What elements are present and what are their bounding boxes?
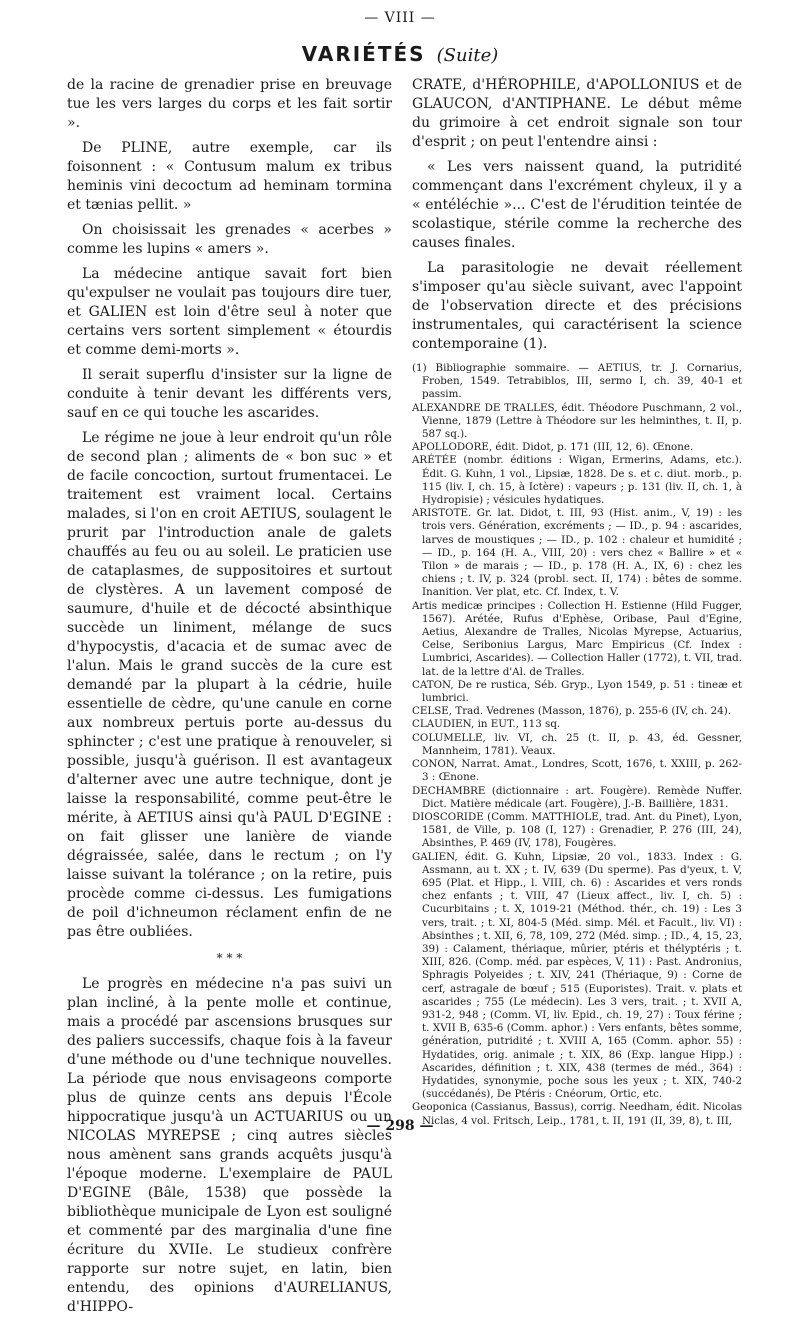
paragraph: La médecine antique savait fort bien qu'expulser ne voulait pas toujours dire tuer, et GALIEN est loin d'être seul à noter que certains vers sortent simplement « étourdis et comme demi-morts ». xyxy=(67,266,392,358)
bibliography-entry: ALEXANDRE DE TRALLES, édit. Théodore Puschmann, 2 vol., Vienne, 1879 (Lettre à Théodore sur les helminthes, t. II, p. 587 sq.). xyxy=(412,401,742,441)
section-separator: * * * xyxy=(216,951,243,965)
right-body xyxy=(412,76,742,354)
section-title xyxy=(0,42,800,66)
paragraph: CRATE, d'HÉROPHILE, d'APOLLONIUS et de GLAUCON, d'ANTIPHANE. Le début même du grimoire à cet endroit signale son tour d'esprit ; on peut l'entendre ainsi : xyxy=(412,77,742,150)
bibliography-entry: Geoponica (Cassianus, Bassus), corrig. Needham, édit. Nicolas Niclas, 4 vol. Fritsch, Leip., 1781, t. II, 191 (II, 39, 8), t. III, xyxy=(412,1101,742,1127)
bibliography-entry: CELSE, Trad. Vedrenes (Masson, 1876), p. 255-6 (IV, ch. 24). xyxy=(412,705,732,718)
bibliography-entry: (1) Bibliographie sommaire. — AETIUS, tr. J. Cornarius, Froben, 1549. Tetrabiblos, III, sermo I, ch. 39, 40-1 et passim. xyxy=(412,362,742,401)
page-number: — 298 — xyxy=(366,1118,434,1134)
bibliography-entry: CATON, De re rustica, Séb. Gryp., Lyon 1549, p. 51 : tineæ et lumbrici. xyxy=(412,678,742,705)
bibliography-entry: DIOSCORIDE (Comm. MATTHIOLE, trad. Ant. du Pinet), Lyon, 1581, de Ville, p. 108 (I, 127) : Grenadier, P. 276 (III, 24), Absinthes, P. 469 (IV, 178), Fougères. xyxy=(412,810,742,850)
bibliography-entry: Artis medicæ principes : Collection H. Estienne (Hild Fugger, 1567). Arétée, Rufus d'Ephèse, Oribase, Paul d'Egine, Aetius, Alexandre de Tralles, Nicolas Myrepse, Actuarius, Celse, Seribonius Largus, Marc Empiricus (Cf. Index : Lumbrici, Ascarides). — Collection Haller (1772), t. VII, trad. lat. de la lettre d'Al. de Tralles. xyxy=(412,599,742,678)
bibliography-entry: CLAUDIEN, in EUT., 113 sq. xyxy=(412,718,561,731)
paragraph: Il serait superflu d'insister sur la ligne de conduite à tenir devant les différents vers, sauf en ce qui touche les ascarides. xyxy=(67,367,392,421)
paragraph: de la racine de grenadier prise en breuvage tue les vers larges du corps et les fait sortir ». xyxy=(67,77,392,131)
bibliography-entry: DECHAMBRE (dictionnaire : art. Fougère). Remède Nuffer. Dict. Matière médicale (art. Fougère), J.-B. Baillière, 1831. xyxy=(412,784,742,810)
bibliography-entry: COLUMELLE, liv. VI, ch. 25 (t. II, p. 43, éd. Gessner, Mannheim, 1781). Veaux. xyxy=(412,731,742,757)
bibliography-entry: APOLLODORE, édit. Didot, p. 171 (III, 12, 6). Œnone. xyxy=(412,441,694,454)
bibliography-entry: ARISTOTE. Gr. lat. Didot, t. III, 93 (Hist. anim., V, 19) : les trois vers. Génération, excréments ; — ID., p. 94 : ascarides, larves de moustiques ; — ID., p. 102 : chaleur et humidité ; — ID., p. 164 (H. A., VIII, 20) : vers chez « Ballire » et « Tilon » de marais ; — ID., p. 178 (H. A., IX, 6) : chez les chiens ; t. IV, p. 324 (probl. sect. II, 174) : bêtes de somme. Inanition. Ver plat, etc. Cf. Index, t. V. xyxy=(412,507,742,599)
bibliography-entry: GALIEN, édit. G. Kuhn, Lipsiæ, 20 vol., 1833. Index : G. Assmann, au t. XX ; t. IV, 639 (Du sperme). Pas d'yeux, t. V, 695 (Plat. et Hipp., l. VIII, ch. 6) : Ascarides et vers ronds chez enfants ; t. VIII, 47 (Lieux affect., liv. I, ch. 5) : Cucurbitains ; t. X, 1019-21 (Méthod. thér., ch. 19) : Les 3 vers, trait. ; t. XI, 804-5 (Méd. simp. Mél. et Facult., liv. VI) : Absinthes ; t. XII, 6, 78, 109, 272 (Méd. simp. ; ID., 4, 15, 23, 39) : Calament, thériaque, mûrier, ptéris et thélyptéris ; t. XIII, 826. (Comp. méd. par espèces, V, 11) : Past. Andronius, Sphragis Polyeides ; t. XIV, 241 (Thériaque, 9) : Corne de cerf, astragale de bœuf ; 515 (Euporistes). Trait. v. plats et ascarides ; 755 (Le médecin). Les 3 vers, trait. ; t. XVII A, 931-2, 948 ; (Comm. VI, liv. Epid., ch. 19, 27) : Toux férine ; t. XVII B, 635-6 (Comm. aphor.) : Vers enfants, bêtes somme, génération, putridité ; t. XVIII A, 165 (Comm. aphor. 55) : Hydatides, orig. animale ; t. XIX, 86 (Exp. langue Hipp.) : Ascarides, définition ; t. XIX, 438 (termes de méd., 364) : Hydatides, synonymie, poche sous les yeux ; t. XIX, 740-2 (succédanés), De Ptéris : Cnéorum, Ortic, etc. xyxy=(412,850,742,1101)
paragraph: La parasitologie ne devait réellement s'imposer qu'au siècle suivant, avec l'appoint de l'observation directe et des précisions instrumentales, qui caractérisent la science contemporaine (1). xyxy=(412,260,742,352)
bibliography-entry: CONON, Narrat. Amat., Londres, Scott, 1676, t. XXIII, p. 262-3 : Œnone. xyxy=(412,758,742,784)
title-subtitle: (Suite) xyxy=(436,45,499,66)
paragraph: « Les vers naissent quand, la putridité commençant dans l'excrément chyleux, il y a « entéléchie »... C'est de l'érudition teintée de scolastique, stérile comme la recherche des causes finales. xyxy=(412,159,742,251)
bibliography xyxy=(412,362,742,1128)
running-header: — VIII — xyxy=(364,10,436,26)
left-column xyxy=(67,76,392,1323)
paragraph: On choisissait les grenades « acerbes » comme les lupins « amers ». xyxy=(67,222,392,257)
title-main: VARIÉTÉS xyxy=(301,42,426,66)
paragraph: De PLINE, autre exemple, car ils foisonnent : « Contusum malum ex tribus heminis vini decoctum ad heminam tormina et tænias pellit. » xyxy=(67,140,392,213)
paragraph: Le progrès en médecine n'a pas suivi un plan incliné, à la pente molle et continue, mais a procédé par ascensions brusques sur des paliers successifs, chaque fois à la faveur d'une méthode ou d'une technique nouvelles. La période que nous envisageons comporte plus de quinze cents ans depuis l'École hippocratique jusqu'à un ACTUARIUS ou un NICOLAS MYREPSE ; cinq autres siècles nous amènent sans grands acquêts jusqu'à l'époque moderne. L'exemplaire de PAUL D'EGINE (Bâle, 1538) que possède la bibliothèque municipale de Lyon est souligné et commenté par des marginalia d'une fine écriture du XVIIe. Le studieux confrère rapporte sur notre sujet, en latin, bien entendu, des opinions d'AURELIANUS, d'HIPPO- xyxy=(67,976,392,1315)
bibliography-entry: ARÉTÉE (nombr. éditions : Wigan, Ermerins, Adams, etc.). Édit. G. Kuhn, 1 vol., Lipsiæ, 1828. De s. et c. diut. morb., p. 115 (liv. I, ch. 15, à Ictère) : vapeurs ; p. 131 (liv. II, ch. 1, à Hydropisie) ; vésicules hydatiques. xyxy=(412,454,742,507)
right-column xyxy=(412,76,742,1128)
paragraph: Le régime ne joue à leur endroit qu'un rôle de second plan ; aliments de « bon suc » et de facile concoction, surtout frumentacei. Le traitement est vraiment local. Certains malades, si l'on en croit AETIUS, soulagent le prurit par l'introduction anale de galets chauffés au feu ou au soleil. Le praticien use de cataplasmes, de suppositoires et surtout de clystères. A un lavement composé de saumure, d'huile et de décocté absinthique succède un liniment, mélange de sucs d'hypocystis, d'acacia et de sumac avec de l'alun. Mais le grand succès de la cure est demandé par la plupart à la cédrie, huile essentielle de cèdre, qu'une canule en corne aux nombreux pertuis porte au-dessus du sphincter ; c'est une pratique à renouveler, si possible, jusqu'à guérison. Il est avantageux d'alterner avec une autre technique, dont je laisse la responsabilité, comme peut-être le mérite, à AETIUS ainsi qu'à PAUL D'EGINE : on fait glisser une lanière de viande dégraissée, salée, dans le rectum ; on l'y laisse suivant la tolérance ; on la retire, puis procède comme ci-dessus. Les fumigations de poil d'ichneumon réclament enfin de ne pas être oubliées. xyxy=(67,430,392,940)
